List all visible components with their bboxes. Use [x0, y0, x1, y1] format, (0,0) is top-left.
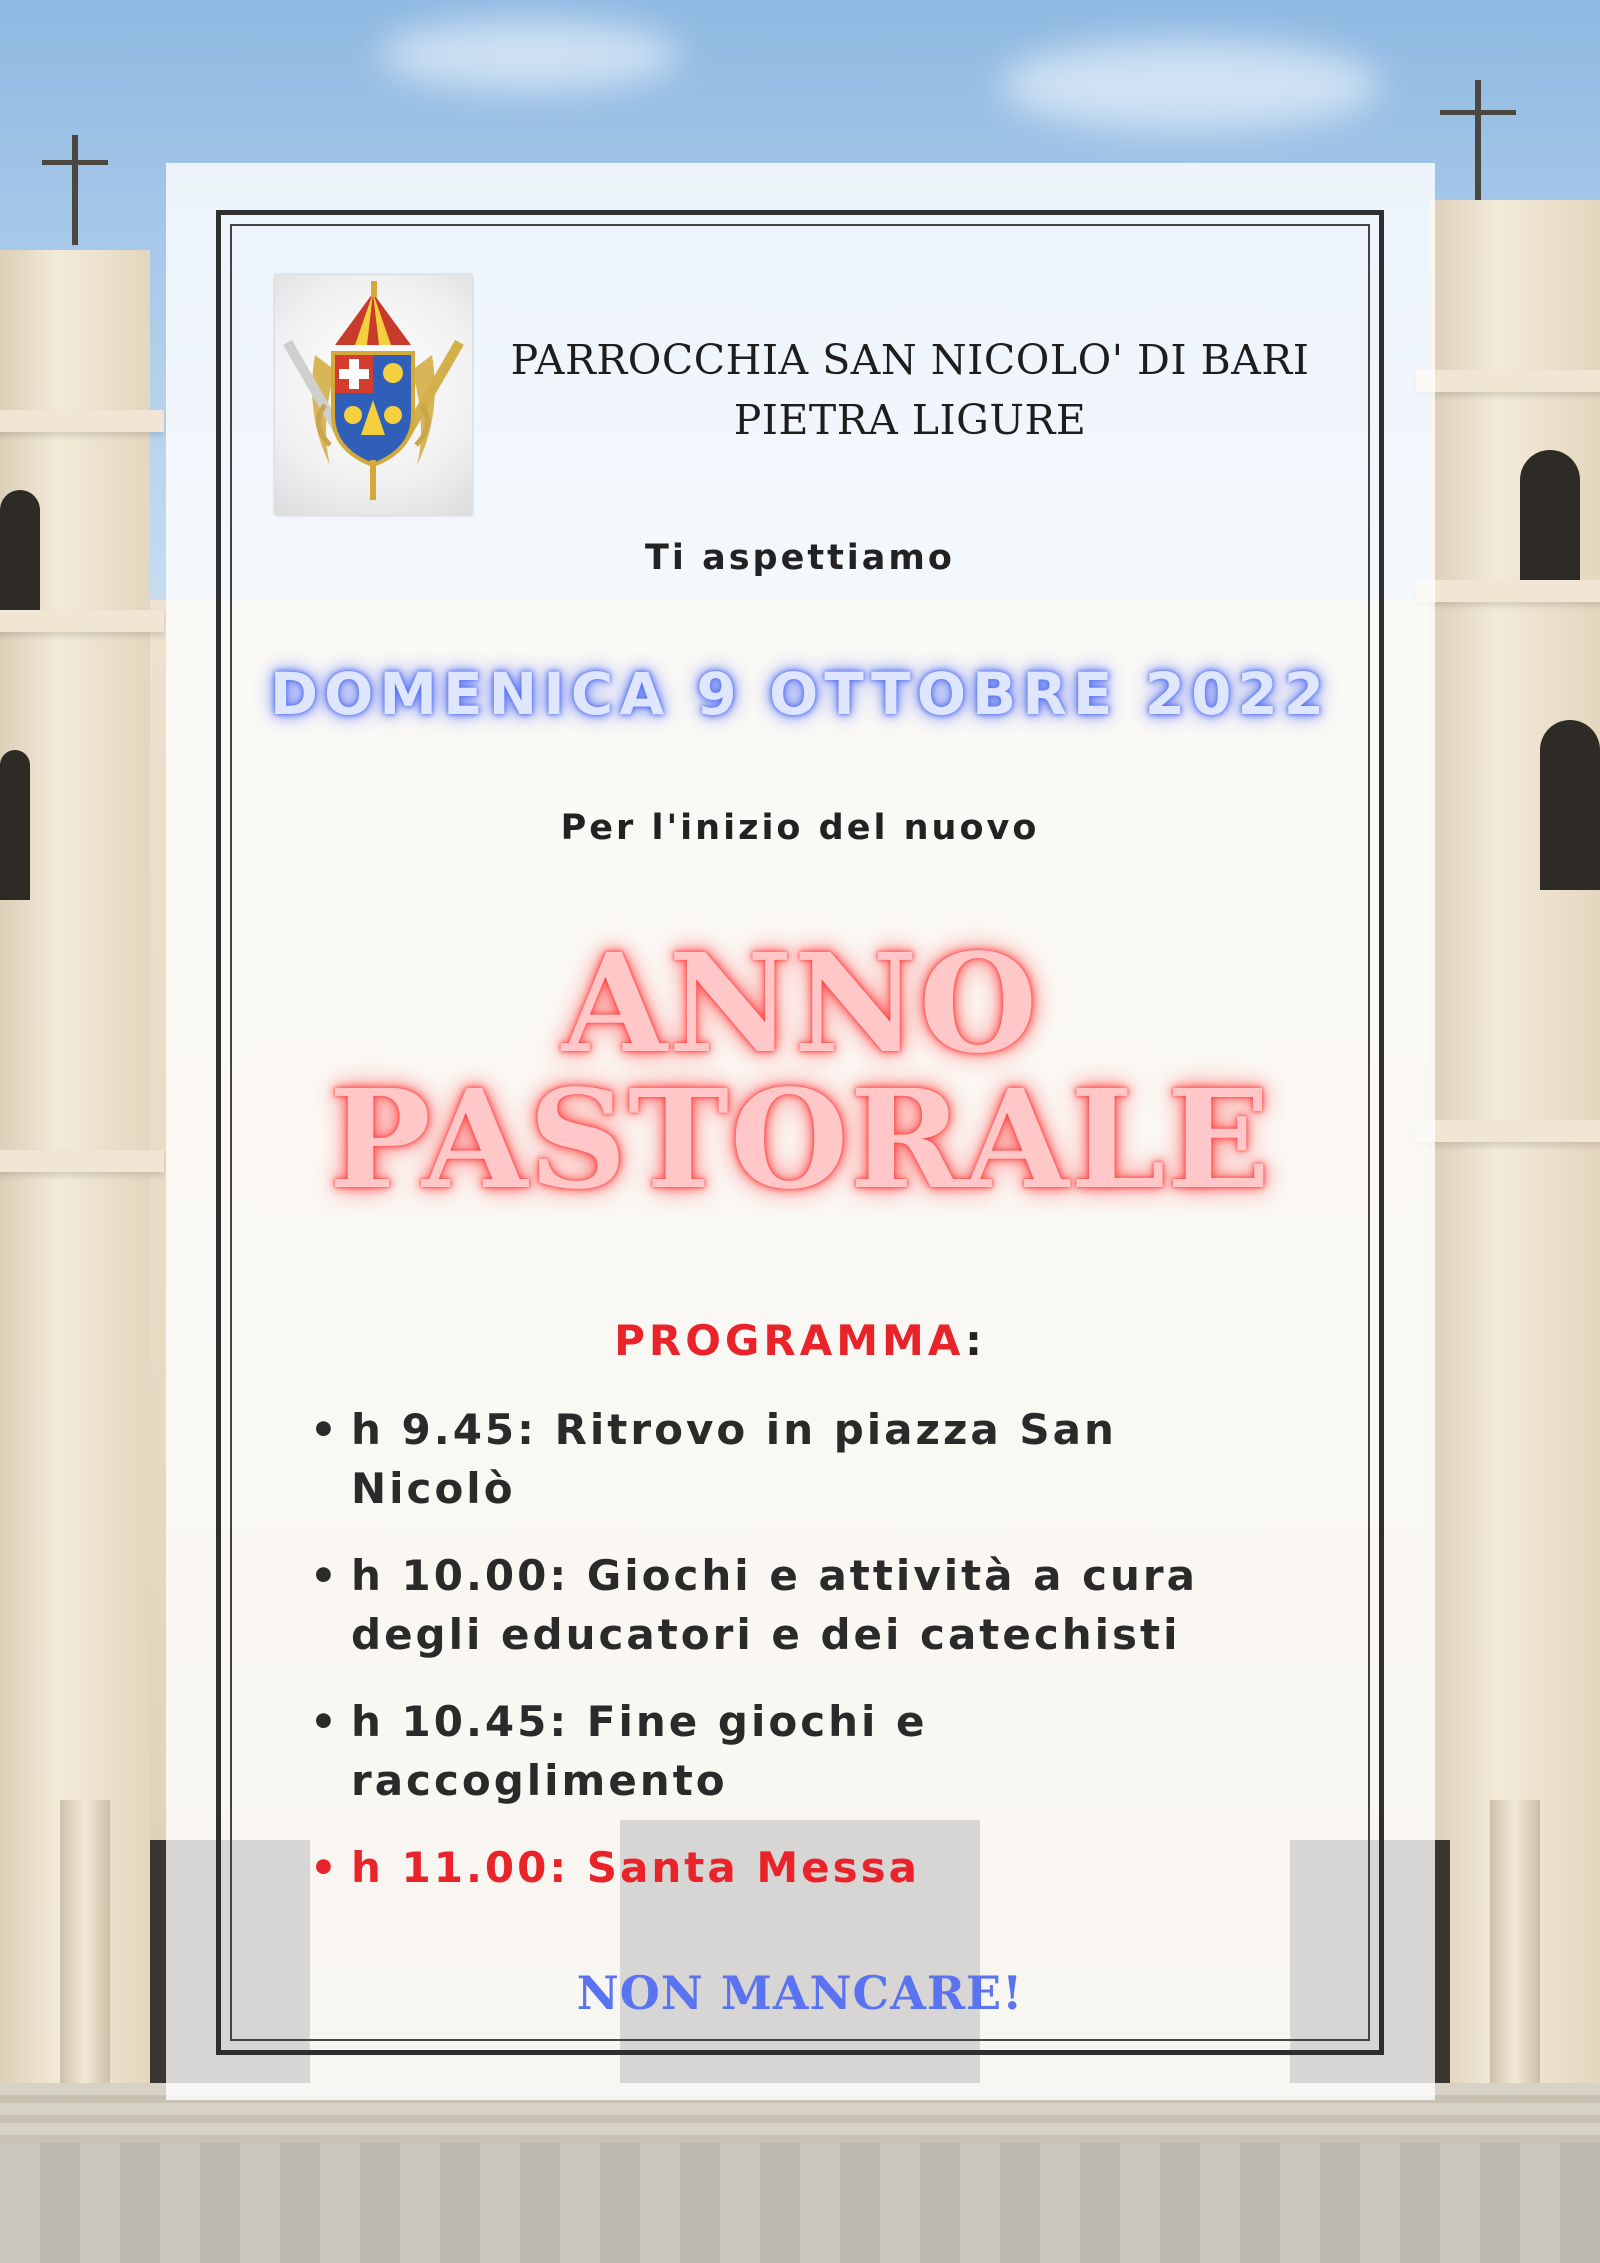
main-title-line2: PASTORALE — [328, 1060, 1272, 1220]
parish-name-line2: PIETRA LIGURE — [733, 396, 1087, 444]
main-title — [250, 924, 1350, 1220]
intro-text: Per l'inizio del nuovo — [560, 808, 1040, 848]
coat-of-arms-icon — [275, 275, 472, 515]
program-item: • h 9.45: Ritrovo in piazza San Nicolò — [306, 1400, 1266, 1518]
program-item: • h 10.00: Giochi e attività a cura degli educatori e dei catechisti — [306, 1546, 1266, 1664]
program-list — [306, 1400, 1266, 1925]
parish-name-line1: PARROCCHIA SAN NICOLO' DI BARI — [510, 336, 1310, 384]
program-item: • h 10.45: Fine giochi e raccoglimento — [306, 1692, 1266, 1810]
event-date: DOMENICA 9 OTTOBRE 2022 — [269, 660, 1331, 728]
closing-call: NON MANCARE! — [576, 1966, 1024, 2020]
program-heading — [500, 1316, 1100, 1365]
program-heading-colon: : — [965, 1316, 986, 1365]
welcome-text: Ti aspettiamo — [645, 538, 955, 578]
parish-name — [480, 330, 1340, 450]
program-heading-label: PROGRAMMA — [614, 1316, 966, 1365]
main-title-line1: ANNO — [561, 924, 1039, 1084]
program-item-highlight: • h 11.00: Santa Messa — [306, 1838, 1266, 1897]
